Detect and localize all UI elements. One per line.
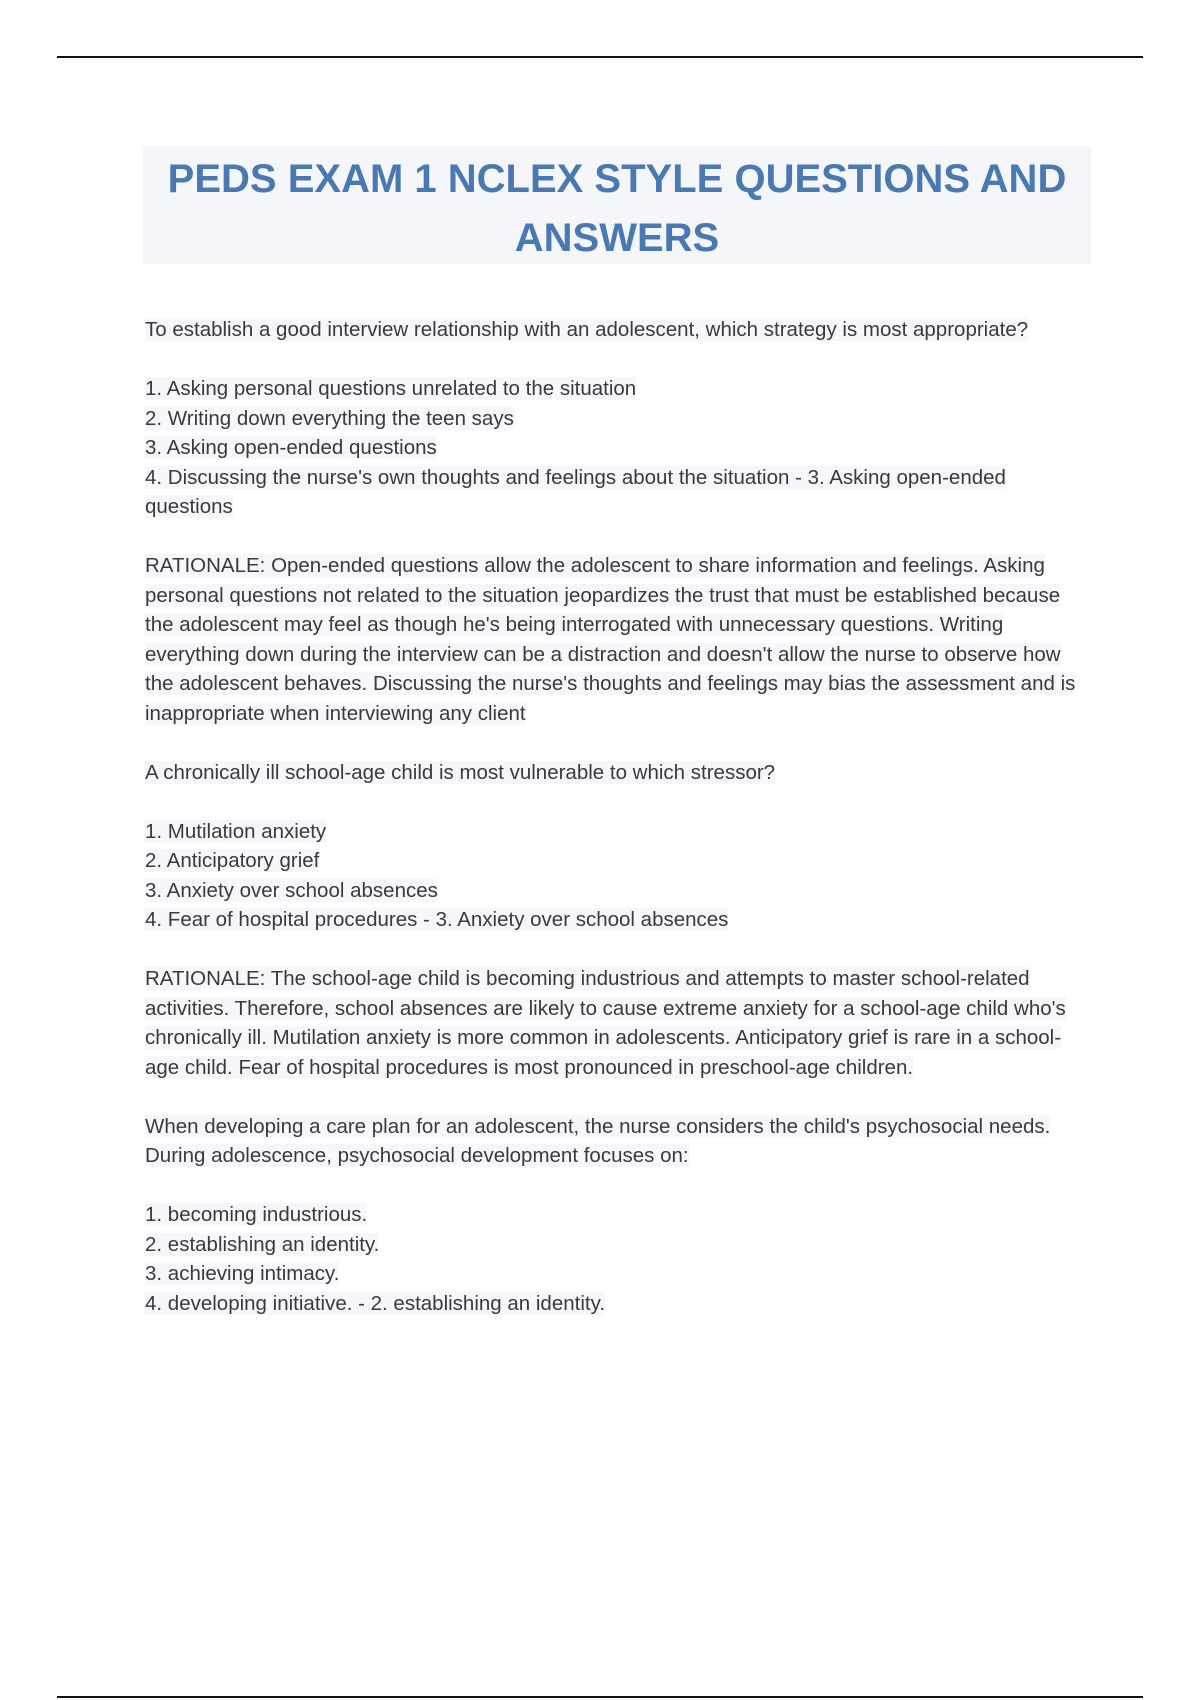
document-title: PEDS EXAM 1 NCLEX STYLE QUESTIONS AND ANSWERS xyxy=(167,157,1067,260)
question-3-option-1: 1. becoming industrious. xyxy=(145,1203,368,1226)
question-1-option-4-answer: 4. Discussing the nurse's own thoughts and feelings about the situation - 3. Asking open-ended questions xyxy=(145,465,1006,518)
question-3-option-4-answer: 4. developing initiative. - 2. establishing an identity. xyxy=(145,1291,606,1315)
question-2-option-4-answer: 4. Fear of hospital procedures - 3. Anxiety over school absences xyxy=(145,908,729,931)
question-2-option-2: 2. Anticipatory grief xyxy=(145,849,320,872)
title-box xyxy=(143,146,1091,264)
question-1-options xyxy=(145,374,1090,522)
question-1-rationale: RATIONALE: Open-ended questions allow the adolescent to share information and feelings. Asking personal questions not related to the situation jeopardizes the trust that must be established because the adolescent may feel as though he's being interrogated with unnecessary questions. Writing everything down during the interview can be a distraction and doesn't allow the nurse to observe how the adolescent behaves. Discussing the nurse's thoughts and feelings may bias the assessment and is inappropriate when interviewing any client xyxy=(145,554,1076,725)
question-2-stem: A chronically ill school-age child is most vulnerable to which stressor? xyxy=(145,760,776,784)
question-3-options xyxy=(145,1200,1090,1318)
bottom-rule xyxy=(57,1696,1143,1698)
question-3-stem: When developing a care plan for an adolescent, the nurse considers the child's psychosocial needs. During adolescence, psychosocial development focuses on: xyxy=(145,1114,1051,1167)
question-1-option-1: 1. Asking personal questions unrelated to the situation xyxy=(145,377,637,400)
question-3-option-2: 2. establishing an identity. xyxy=(145,1232,380,1256)
question-2-rationale: RATIONALE: The school-age child is becoming industrious and attempts to master school-related activities. Therefore, school absences are likely to cause extreme anxiety for a school-age child who's chronically ill. Mutilation anxiety is more common in adolescents. Anticipatory grief is rare in a school-age child. Fear of hospital procedures is most pronounced in preschool-age children. xyxy=(145,967,1066,1079)
question-3-option-3: 3. achieving intimacy. xyxy=(145,1262,340,1285)
document-body xyxy=(145,315,1090,1348)
question-2-option-3: 3. Anxiety over school absences xyxy=(145,878,438,902)
top-rule xyxy=(57,56,1143,58)
question-1-option-3: 3. Asking open-ended questions xyxy=(145,436,437,459)
question-1-option-2: 2. Writing down everything the teen says xyxy=(145,406,514,430)
question-1-stem: To establish a good interview relationship with an adolescent, which strategy is most appropriate? xyxy=(145,318,1029,341)
question-2-option-1: 1. Mutilation anxiety xyxy=(145,819,327,843)
question-2-options xyxy=(145,817,1090,935)
